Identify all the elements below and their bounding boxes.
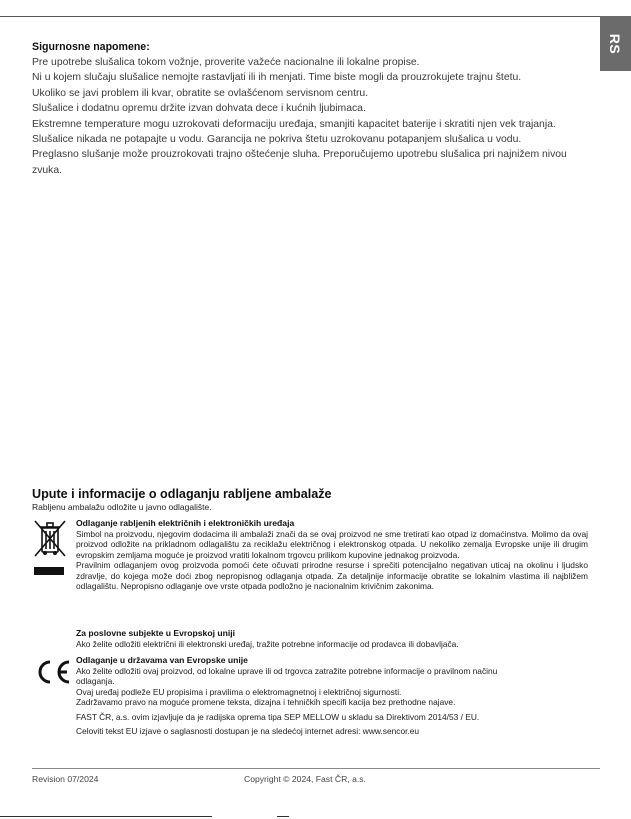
crop-mark: [277, 816, 289, 817]
weee-heading: Odlaganje rabljenih električnih i elektroničkih uređaja: [76, 518, 295, 528]
declaration-note: FAST ČR, a.s. ovim izjavljuje da je radijska oprema tipa SEP MELLOW u skladu sa Direktivom 2014/53 / EU.: [76, 711, 480, 722]
regulation-note: Ovaj uređaj podleže EU propisima i pravilima o elektromagnetnoj i električnoj sigurnosti.: [76, 686, 402, 697]
weee-text: [76, 518, 588, 592]
revision-label: Revision 07/2024: [32, 774, 99, 784]
outside-eu-heading: Odlaganje u državama van Evropske unije: [76, 655, 248, 665]
safety-line: Pre upotrebe slušalica tokom vožnje, proverite važeće nacionalne ili lokalne propise.: [32, 57, 420, 68]
top-divider: [0, 16, 600, 17]
safety-line: Ekstremne temperature mogu uzrokovati deformaciju uređaja, smanjiti kapacitet baterije i skratiti njen vek trajanja.: [32, 118, 556, 130]
language-tab: RS: [600, 16, 631, 71]
safety-line: Ni u kojem slučaju slušalice nemojte rastavljati ili ih menjati. Time biste mogli da prouzrokujete trajnu štetu.: [32, 72, 522, 84]
weee-paragraph-2: Pravilnim odlaganjem ovog proizvoda pomoći ćete očuvati prirodne resurse i sprečiti potencijalno negativan uticaj na okolinu i ljudsko zdravlje, do kojega može doći zbog nepropisnog odlaganja otpada. Za detaljnije informacije obratite se lokalnim vlastima ili najbližem odlagalištu. Nepropisno odlaganje ove vrste otpada podložno je nacionalnim krivičnim zakonima.: [76, 560, 588, 591]
weee-bar: [34, 567, 64, 575]
weee-icon-group: [32, 518, 72, 575]
safety-line: Slušalice nikada ne potapajte u vodu. Garancija ne pokriva štetu uzrokovanu potapanjem slušalica u vodu.: [32, 134, 522, 146]
disposal-title: Upute i informacije o odlaganju rabljene ambalaže: [32, 487, 332, 501]
safety-title: Sigurnosne napomene:: [32, 41, 150, 53]
crop-line: [0, 816, 212, 817]
business-paragraph: Ako želite odložiti električni ili elektronski uređaj, tražite potrebne informacije od prodavca ili dobavljača.: [76, 638, 459, 649]
outside-eu-paragraph-1b: odlaganja.: [76, 676, 115, 686]
safety-line: Slušalice i dodatnu opremu držite izvan dohvata dece i kućnih ljubimaca.: [32, 103, 366, 115]
safety-line: Preglasno slušanje može prouzrokovati trajno oštećenje sluha. Preporučujemo upotrebu slušalica pri najnižem nivou zvuka.: [32, 149, 567, 176]
weee-crossed-bin-icon: [32, 518, 68, 558]
business-heading: Za poslovne subjekte u Evropskoj uniji: [76, 628, 236, 638]
ce-mark-icon: [32, 659, 72, 685]
disposal-section: [32, 487, 592, 736]
outside-eu-text: [76, 655, 588, 737]
weee-paragraph-1: Simbol na proizvodu, njegovim dodacima ili ambalaži znači da se ovaj proizvod ne sme tretirati kao otpad iz domaćinstva. Molimo da ovaj proizvod odložite na prikladnom odlagalištu za reciklažu električnog i elektronskog otpada. U nekoliko zemalja Evropske unije ili drugim evropskim zemljama moguće je proizvod vratiti lokalnom trgovcu prilikom kupovine jednakog proizvoda.: [76, 528, 588, 560]
disposal-subtitle: Rabljenu ambalažu odložite u javno odlagalište.: [32, 502, 212, 512]
change-note: Zadržavamo pravo na moguće promene teksta, dizajna i tehničkih specifi kacija bez prethodne najave.: [76, 697, 456, 707]
declaration-url-note: Celoviti tekst EU izjave o saglasnosti dostupan je na sledećoj internet adresi: www.sencor.eu: [76, 726, 420, 736]
ce-icon-group: [32, 659, 72, 690]
copyright-label: Copyright © 2024, Fast ČR, a.s.: [244, 774, 366, 784]
safety-line: Ukoliko se javi problem ili kvar, obratite se ovlašćenom servisnom centru.: [32, 87, 369, 99]
business-text: [76, 628, 588, 649]
outside-eu-paragraph-1a: Ako želite odložiti ovaj proizvod, od lokalne uprave ili od trgovca zatražite potrebne informacije o pravilnom načinu: [76, 665, 498, 676]
safety-notes: [32, 40, 572, 178]
footer-divider: [32, 768, 600, 769]
